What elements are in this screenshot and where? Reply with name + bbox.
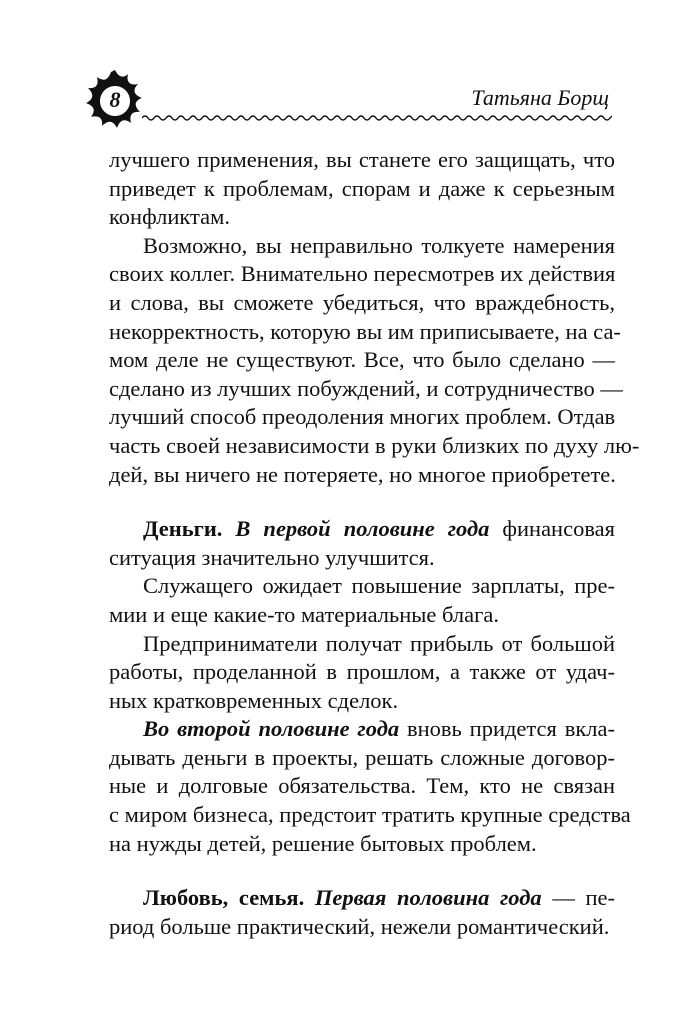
- text-line: лучший способ преодоления многих проблем. Отдав: [109, 404, 616, 430]
- text-line: ных кратковременных сделок.: [109, 687, 399, 713]
- text-line: [109, 715, 615, 744]
- paragraph: [109, 232, 640, 489]
- text-line: ные и долговые обязательства. Тем, кто не связан: [109, 773, 615, 799]
- text-line: риод больше практический, нежели романтический.: [109, 913, 610, 939]
- text-line: дывать деньги в проекты, решать сложные договор-: [109, 744, 615, 770]
- text-line: конфликтам.: [109, 204, 230, 230]
- text-line: мом деле не существуют. Все, что было сделано —: [109, 347, 615, 373]
- wavy-rule: [142, 114, 612, 122]
- text-line: работы, проделанной в прошлом, а также от удач-: [109, 659, 615, 685]
- text-line: часть своей независимости в руки близких по духу лю-: [109, 432, 640, 458]
- body-text: [109, 146, 640, 941]
- page-header: [0, 0, 691, 140]
- text-line: ситуация значительно улучшится.: [109, 544, 435, 570]
- text-line: некорректность, которую вы им приписываете, на са-: [109, 318, 621, 344]
- text-line: [109, 515, 615, 544]
- text-line: приведет к проблемам, спорам и даже к серьезным: [109, 175, 615, 201]
- running-head-author: Татьяна Борщ: [471, 85, 609, 110]
- line-rest: — пе-: [541, 885, 616, 911]
- text-line: лучшего применения, вы станете его защищать, что: [109, 147, 615, 172]
- paragraph: [109, 146, 615, 232]
- section-heading-love: Любовь, семья.: [143, 885, 305, 911]
- section-money: [109, 515, 631, 858]
- text-line: с миром бизнеса, предстоит тратить крупные средства: [109, 802, 631, 828]
- page-number: 8: [109, 87, 121, 112]
- text-line: Возможно, вы неправильно толкуете намерения: [143, 232, 615, 258]
- text-line: своих коллег. Внимательно пересмотрев их действия: [109, 261, 616, 287]
- line-rest: финансовая: [489, 516, 615, 542]
- text-line: мии и еще какие-то материальные блага.: [109, 601, 499, 627]
- section-gap: [109, 858, 615, 884]
- line-rest: вновь придется вкла-: [399, 716, 615, 742]
- text-line: [109, 884, 615, 913]
- text-line: на нужды детей, решение бытовых проблем.: [109, 830, 537, 856]
- emphasis-text: В первой половине года: [235, 516, 490, 542]
- text-line: и слова, вы сможете убедиться, что враждебность,: [109, 289, 615, 315]
- text-line: Предприниматели получат прибыль от большой: [143, 630, 615, 656]
- text-line: дей, вы ничего не потеряете, но многое приобретете.: [109, 461, 616, 487]
- text-line: Служащего ожидает повышение зарплаты, пре-: [143, 573, 615, 599]
- text-line: сделано из лучших побуждений, и сотрудничество —: [109, 375, 623, 401]
- section-heading-money: Деньги.: [143, 516, 223, 542]
- section-gap: [109, 489, 615, 515]
- emphasis-text: Первая половина года: [314, 885, 542, 911]
- emphasis-text: Во второй половине года: [143, 716, 400, 742]
- section-love-family: [109, 884, 615, 941]
